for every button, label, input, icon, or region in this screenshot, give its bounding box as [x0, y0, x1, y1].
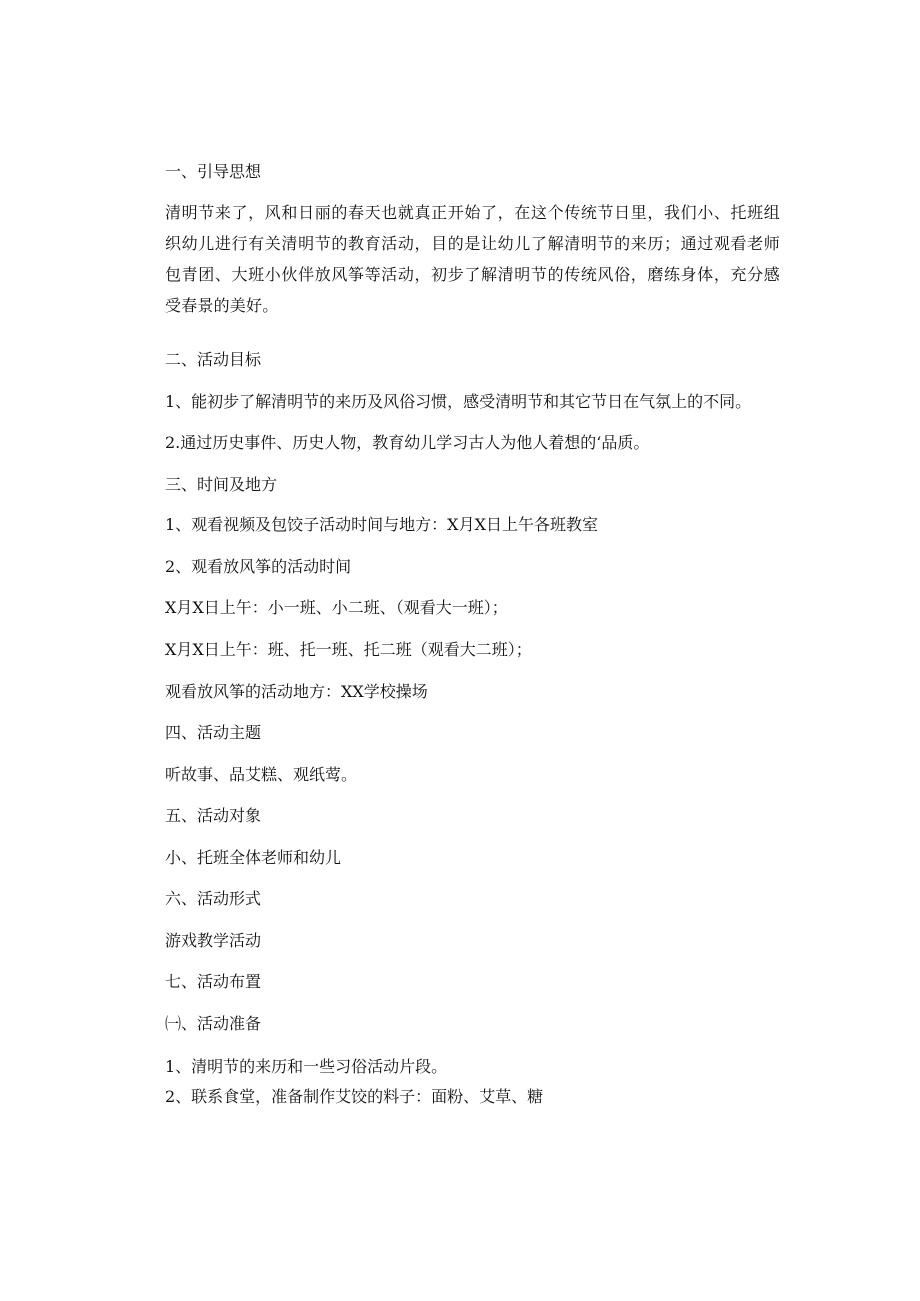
- time-place-item-5: 观看放风筝的活动地方：XX学校操场: [165, 682, 428, 701]
- subheading-activity-preparation: ㈠、活动准备: [165, 1014, 262, 1033]
- preparation-item-1: 1、清明节的来历和一些习俗活动片段。: [165, 1057, 448, 1076]
- section-heading-activity-arrangement: 七、活动布置: [165, 972, 262, 991]
- time-place-item-3: X月X日上午：小一班、小二班、（观看大一班）；: [165, 598, 508, 617]
- section-heading-time-place: 三、时间及地方: [165, 475, 278, 494]
- activity-form-text: 游戏教学活动: [165, 931, 262, 950]
- preparation-item-2: 2、联系食堂，准备制作艾饺的料子：面粉、艾草、糖: [165, 1087, 544, 1106]
- activity-theme-text: 听故事、品艾糕、观纸莺。: [165, 765, 358, 784]
- paragraph-guiding-thought: 清明节来了，风和日丽的春天也就真正开始了，在这个传统节日里，我们小、托班组织幼儿进行有关清明节的教育活动，目的是让幼儿了解清明节的来历；通过观看老师包青团、大班小伙伴放风筝等活动，初步了解清明节的传统风俗，磨练身体，充分感受春景的美好。: [165, 203, 780, 315]
- time-place-item-1: 1、观看视频及包饺子活动时间与地方：X月X日上午各班教室: [165, 515, 598, 534]
- section-heading-activity-goals: 二、活动目标: [165, 350, 262, 369]
- goal-item-1: 1、能初步了解清明节的来历及风俗习惯，感受清明节和其它节日在气氛上的不同。: [165, 392, 752, 411]
- section-heading-activity-target: 五、活动对象: [165, 806, 262, 825]
- section-heading-guiding-thought: 一、引导思想: [165, 162, 262, 181]
- time-place-item-4: X月X日上午：班、托一班、托二班（观看大二班）；: [165, 640, 532, 659]
- time-place-item-2: 2、观看放风筝的活动时间: [165, 557, 352, 576]
- section-heading-activity-theme: 四、活动主题: [165, 723, 262, 742]
- activity-target-text: 小、托班全体老师和幼儿: [165, 848, 342, 867]
- section-heading-activity-form: 六、活动形式: [165, 889, 262, 908]
- goal-item-2: 2.通过历史事件、历史人物，教育幼儿学习古人为他人着想的‘品质。: [165, 433, 650, 452]
